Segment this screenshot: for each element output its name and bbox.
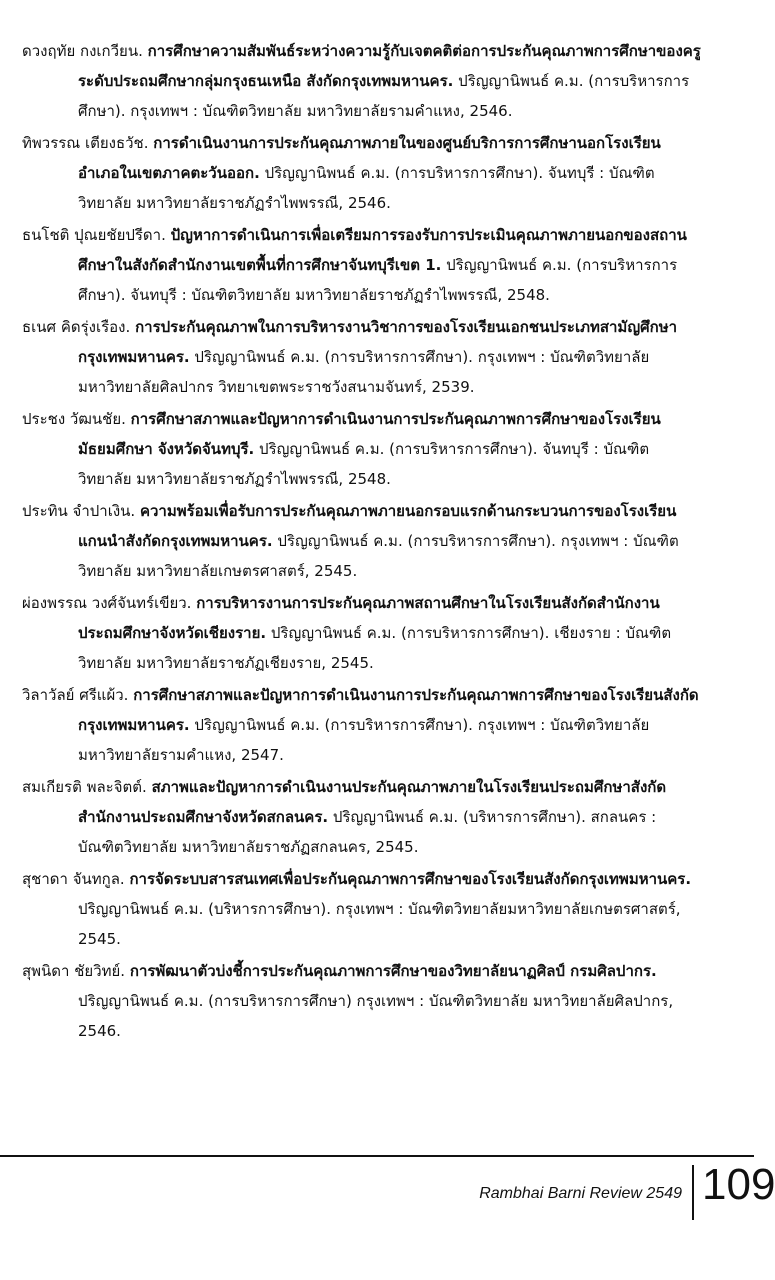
reference-title: การศึกษาสภาพและปัญหาการดำเนินงานการประกันคุณภาพการศึกษาของโรงเรียนสังกัดกรุงเทพมหานคร. (78, 686, 699, 734)
reference-publication: ปริญญานิพนธ์ ค.ม. (การบริหารการศึกษา). กรุงเทพฯ : บัณฑิตวิทยาลัย มหาวิทยาลัยศิลปากร วิทยาเขตพระราชวังสนามจันทร์, 2539. (78, 348, 650, 396)
reference-author: ทิพวรรณ เตียงธวัช. (22, 134, 149, 152)
reference-publication: ปริญญานิพนธ์ ค.ม. (การบริหารการศึกษา). จันทบุรี : บัณฑิตวิทยาลัย มหาวิทยาลัยราชภัฏรำไพพรรณี, 2548. (78, 256, 678, 304)
reference-publication: ปริญญานิพนธ์ ค.ม. (การบริหารการศึกษา). เชียงราย : บัณฑิตวิทยาลัย มหาวิทยาลัยราชภัฏเชียงราย, 2545. (78, 624, 672, 672)
reference-author: ผ่องพรรณ วงศ์จันทร์เขียว. (22, 594, 192, 612)
reference-publication: ปริญญานิพนธ์ ค.ม. (การบริหารการศึกษา). กรุงเทพฯ : บัณฑิตวิทยาลัย มหาวิทยาลัยเกษตรศาสตร์, 2545. (78, 532, 679, 580)
reference-entry (22, 680, 702, 770)
reference-entry (22, 128, 702, 218)
reference-entry (22, 36, 702, 126)
reference-publication: ปริญญานิพนธ์ ค.ม. (การบริหารการศึกษา). จันทบุรี : บัณฑิตวิทยาลัย มหาวิทยาลัยราชภัฏรำไพพรรณี, 2548. (78, 440, 650, 488)
reference-title: ปัญหาการดำเนินการเพื่อเตรียมการรองรับการประเมินคุณภาพภายนอกของสถานศึกษาในสังกัดสำนักงานเขตพื้นที่การศึกษาจันทบุรีเขต 1. (78, 226, 687, 274)
reference-title: ความพร้อมเพื่อรับการประกันคุณภาพภายนอกรอบแรกด้านกระบวนการของโรงเรียนแกนนำสังกัดกรุงเทพมหานคร. (78, 502, 677, 550)
reference-author: สุชาดา จันทกูล. (22, 870, 125, 888)
reference-title: การประกันคุณภาพในการบริหารงานวิชาการของโรงเรียนเอกชนประเภทสามัญศึกษากรุงเทพมหานคร. (78, 318, 678, 366)
reference-title: การบริหารงานการประกันคุณภาพสถานศึกษาในโรงเรียนสังกัดสำนักงานประถมศึกษาจังหวัดเชียงราย. (78, 594, 660, 642)
reference-title: การศึกษาความสัมพันธ์ระหว่างความรู้กับเจตคติต่อการประกันคุณภาพการศึกษาของครูระดับประถมศึกษากลุ่มกรุงธนเหนือ สังกัดกรุงเทพมหานคร. (78, 42, 701, 90)
reference-title: การดำเนินงานการประกันคุณภาพภายในของศูนย์บริการการศึกษานอกโรงเรียนอำเภอในเขตภาคตะวันออก. (78, 134, 661, 182)
footer-rule (0, 1155, 754, 1157)
reference-publication: ปริญญานิพนธ์ ค.ม. (บริหารการศึกษา). กรุงเทพฯ : บัณฑิตวิทยาลัยมหาวิทยาลัยเกษตรศาสตร์, 2545. (78, 900, 681, 948)
reference-author: วิลาวัลย์ ศรีแผ้ว. (22, 686, 129, 704)
reference-publication: ปริญญานิพนธ์ ค.ม. (การบริหารการศึกษา). กรุงเทพฯ : บัณฑิตวิทยาลัย มหาวิทยาลัยรามคำแหง, 2547. (78, 716, 650, 764)
reference-author: ดวงฤทัย กงเกวียน. (22, 42, 143, 60)
reference-author: ประทิน จำปาเงิน. (22, 502, 136, 520)
reference-entry (22, 588, 702, 678)
reference-publication: ปริญญานิพนธ์ ค.ม. (การบริหารการศึกษา). กรุงเทพฯ : บัณฑิตวิทยาลัย มหาวิทยาลัยรามคำแหง, 2546. (78, 72, 690, 120)
reference-entry (22, 312, 702, 402)
reference-publication: ปริญญานิพนธ์ ค.ม. (การบริหารการศึกษา) กรุงเทพฯ : บัณฑิตวิทยาลัย มหาวิทยาลัยศิลปากร, 2546. (78, 992, 674, 1040)
reference-title: การศึกษาสภาพและปัญหาการดำเนินงานการประกันคุณภาพการศึกษาของโรงเรียนมัธยมศึกษา จังหวัดจันทบุรี. (78, 410, 661, 458)
reference-title: สภาพและปัญหาการดำเนินงานประกันคุณภาพภายในโรงเรียนประถมศึกษาสังกัดสำนักงานประถมศึกษาจังหวัดสกลนคร. (78, 778, 667, 826)
reference-entry (22, 496, 702, 586)
reference-entry (22, 404, 702, 494)
reference-title: การจัดระบบสารสนเทศเพื่อประกันคุณภาพการศึกษาของโรงเรียนสังกัดกรุงเทพมหานคร. (129, 870, 692, 888)
reference-entry (22, 864, 702, 954)
reference-author: สมเกียรติ พละจิตต์. (22, 778, 147, 796)
reference-author: ธเนศ คิดรุ่งเรือง. (22, 318, 131, 336)
reference-entry (22, 220, 702, 310)
reference-title: การพัฒนาตัวบ่งชี้การประกันคุณภาพการศึกษาของวิทยาลัยนาฏศิลป์ กรมศิลปากร. (129, 962, 657, 980)
reference-author: สุพนิดา ชัยวิทย์. (22, 962, 126, 980)
journal-name: Rambhai Barni Review 2549 (479, 1185, 682, 1202)
reference-entry (22, 772, 702, 862)
reference-list (22, 36, 702, 1048)
footer-divider (692, 1165, 694, 1220)
page-number: 109 (702, 1160, 775, 1209)
reference-publication: ปริญญานิพนธ์ ค.ม. (การบริหารการศึกษา). จันทบุรี : บัณฑิตวิทยาลัย มหาวิทยาลัยราชภัฏรำไพพรรณี, 2546. (78, 164, 655, 212)
reference-author: ธนโชติ ปุณยชัยปรีดา. (22, 226, 166, 244)
reference-publication: ปริญญานิพนธ์ ค.ม. (บริหารการศึกษา). สกลนคร : บัณฑิตวิทยาลัย มหาวิทยาลัยราชภัฏสกลนคร, 2545. (78, 808, 657, 856)
reference-author: ประชง วัฒนชัย. (22, 410, 126, 428)
reference-entry (22, 956, 702, 1046)
